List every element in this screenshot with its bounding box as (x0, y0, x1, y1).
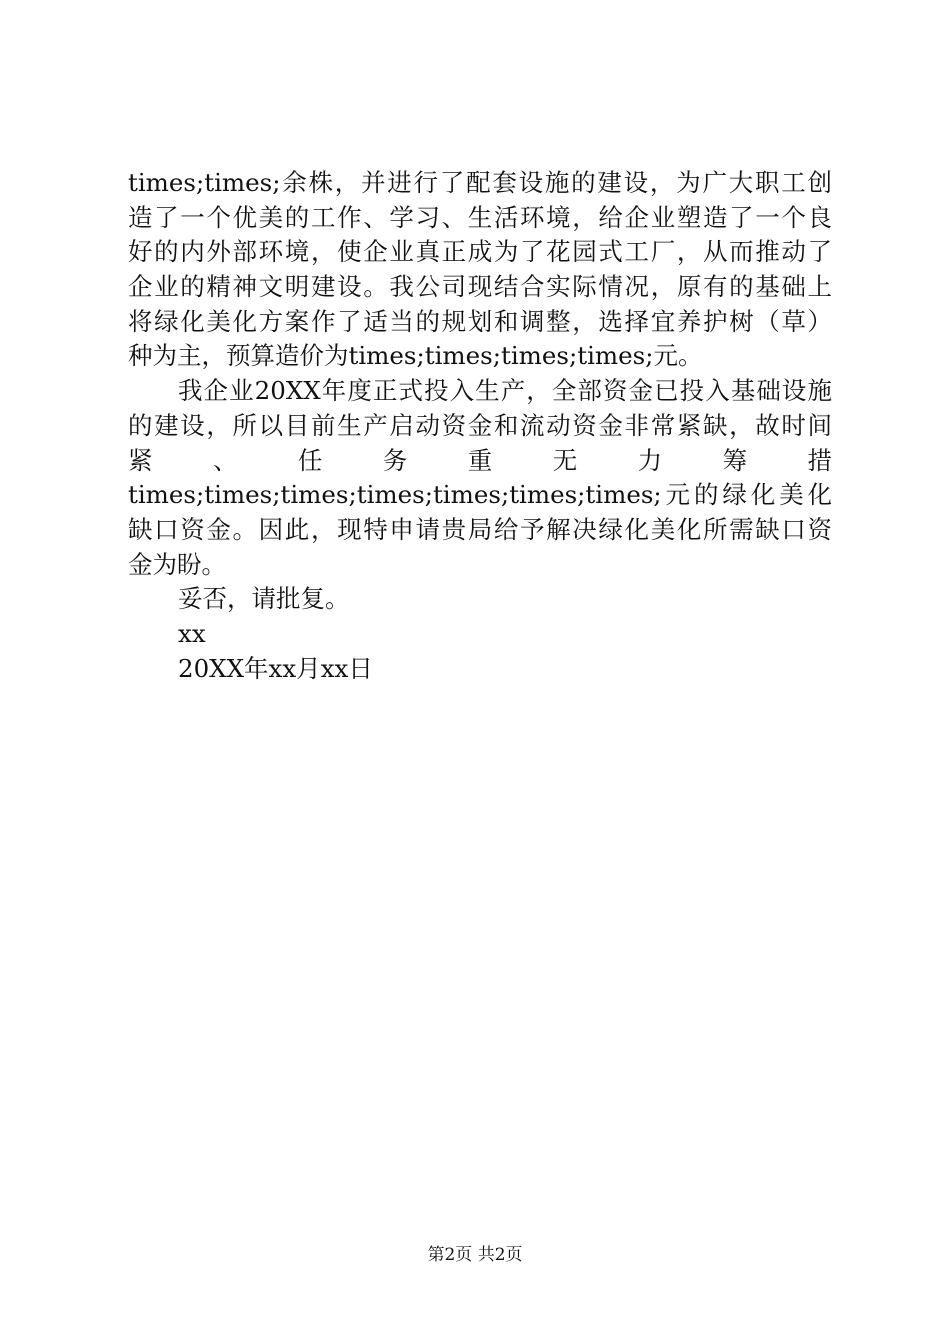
document-body (128, 166, 832, 686)
spread-char: 紧 (128, 445, 153, 475)
text-line: 我企业20XX年度正式投入生产，全部资金已投入基础设施 (178, 376, 832, 406)
spread-char: 力 (637, 445, 663, 475)
text-line: 金为盼。 (128, 549, 226, 579)
closing-line: 妥否，请批复。 (178, 584, 350, 614)
text-line: 好的内外部环境，使企业真正成为了花园式工厂，从而推动了 (128, 237, 832, 267)
signature: xx (178, 618, 206, 648)
spread-char: 措 (807, 445, 832, 475)
paragraph-1 (128, 166, 832, 374)
page-footer: 第2页 共2页 (427, 1245, 523, 1265)
text-line: 企业的精神文明建设。我公司现结合实际情况，原有的基础上 (128, 272, 832, 302)
spread-char: 任 (297, 445, 323, 475)
spread-char: 无 (552, 445, 578, 475)
spread-char: 、 (212, 445, 238, 475)
text-line: 种为主，预算造价为times;times;times;times;元。 (128, 341, 703, 371)
text-line: 造了一个优美的工作、学习、生活环境，给企业塑造了一个良 (128, 202, 832, 232)
spread-char: 务 (382, 445, 408, 475)
paragraph-2 (128, 374, 832, 582)
text-line: 缺口资金。因此，现特申请贵局给予解决绿化美化所需缺口资 (128, 514, 832, 544)
text-line: 将绿化美化方案作了适当的规划和调整，选择宜养护树（草） (128, 306, 832, 336)
date-line: 20XX年xx月xx日 (178, 653, 373, 683)
text-line: times;times;余株，并进行了配套设施的建设，为广大职工创 (128, 168, 832, 197)
text-line: 的建设，所以目前生产启动资金和流动资金非常紧缺，故时间 (128, 410, 832, 440)
spread-char: 筹 (722, 445, 748, 475)
text-line: times;times;times;times;times;times;times;元的绿化美化 (128, 480, 832, 510)
spread-char: 重 (467, 445, 493, 475)
text-line-spread (128, 444, 832, 479)
